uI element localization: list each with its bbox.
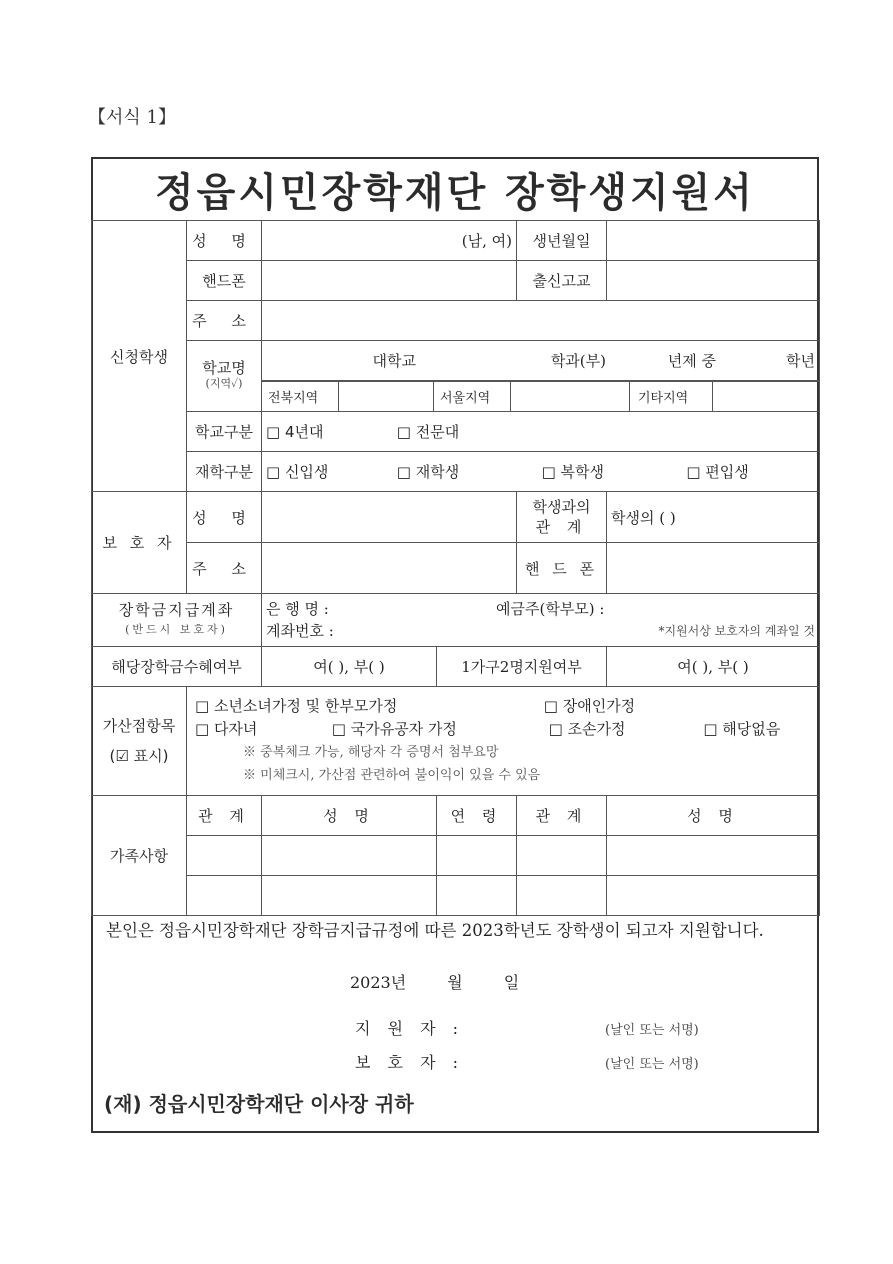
pledge-statement: 본인은 정읍시민장학재단 장학금지급규정에 따른 2023학년도 장학생이 되고자 지원합니다.: [106, 921, 764, 940]
relation-field[interactable]: [607, 492, 820, 543]
checkbox-veteran-family[interactable]: □ 국가유공자 가정: [331, 720, 457, 738]
applicant-address-label: 주 소: [187, 301, 262, 341]
two-child-field[interactable]: 여( ), 부( ): [607, 647, 820, 687]
bank-name-label: 은 행 명 :: [266, 600, 329, 618]
checkbox-multi-child[interactable]: □ 다자녀: [195, 720, 258, 738]
guardian-signature-label: 보 호 자 :: [355, 1053, 465, 1072]
checkbox-grandparent-family[interactable]: □ 조손가정: [548, 720, 626, 738]
benefit-field[interactable]: 여( ), 부( ): [262, 647, 437, 687]
bonus-label: 가산점항목: [102, 717, 176, 735]
relation-value: 학생의 ( ): [611, 508, 676, 527]
applicant-name-label: 성 명: [187, 221, 262, 261]
bank-account-sub: (반드시 보호자): [125, 623, 228, 636]
phone-field[interactable]: [262, 261, 517, 301]
enrollment-label: 재학구분: [187, 452, 262, 492]
family-cell[interactable]: [517, 876, 607, 916]
enrollment-options: [262, 452, 820, 492]
grade-suffix: 학년: [786, 352, 816, 370]
applicant-name-field[interactable]: [262, 221, 517, 261]
guardian-section-label: 보 호 자: [92, 492, 187, 594]
account-number-label: 계좌번호 :: [266, 622, 334, 640]
region-hint: (지역✓): [205, 377, 243, 390]
family-cell[interactable]: [437, 836, 517, 876]
checkbox-returning[interactable]: □ 복학생: [541, 463, 604, 481]
checkbox-junior-college[interactable]: □ 전문대: [396, 423, 460, 441]
guardian-phone-field[interactable]: [607, 543, 820, 594]
family-header-age-1: 연 령: [437, 796, 517, 836]
account-holder-label: 예금주(학부모) :: [496, 600, 605, 618]
school-name-label: 학교명: [202, 359, 246, 377]
grade-text: 년제 중: [667, 352, 716, 370]
family-cell[interactable]: [187, 876, 262, 916]
region-jeonbuk-field[interactable]: [339, 382, 434, 412]
family-header-relation-1: 관 계: [187, 796, 262, 836]
family-cell[interactable]: [437, 876, 517, 916]
birthdate-field[interactable]: [607, 221, 820, 261]
phone-label: 핸드폰: [187, 261, 262, 301]
relation-label-cell: [517, 492, 607, 543]
family-cell[interactable]: [607, 836, 820, 876]
applicant-section-label: 신청학생: [92, 221, 187, 492]
bonus-remark-1: ※ 중복체크 가능, 해당자 각 증명서 첨부요망: [243, 745, 499, 760]
school-type-options: [262, 412, 820, 452]
school-type-label: 학교구분: [187, 412, 262, 452]
region-jeonbuk-label: 전북지역: [262, 382, 339, 412]
family-cell[interactable]: [187, 836, 262, 876]
bank-note: *지원서상 보호자의 계좌일 것: [658, 624, 816, 638]
addressee: (재) 정읍시민장학재단 이사장 귀하: [104, 1092, 414, 1116]
highschool-field[interactable]: [607, 261, 820, 301]
two-child-label: 1가구2명지원여부: [437, 647, 607, 687]
bank-account-label: 장학금지급계좌: [118, 601, 235, 619]
guardian-name-field[interactable]: [262, 492, 517, 543]
family-cell[interactable]: [262, 836, 437, 876]
region-seoul-field[interactable]: [511, 382, 630, 412]
highschool-label: 출신고교: [517, 261, 607, 301]
checkbox-single-parent[interactable]: □ 소년소녀가정 및 한부모가정: [195, 697, 398, 715]
checkbox-disabled-family[interactable]: □ 장애인가정: [543, 697, 636, 715]
guardian-name-label: 성 명: [187, 492, 262, 543]
region-other-field[interactable]: [713, 382, 820, 412]
bonus-options: [187, 687, 820, 796]
form-number-label: 【서식 1】: [88, 107, 176, 128]
checkbox-enrolled[interactable]: □ 재학생: [396, 463, 460, 481]
guardian-address-label: 주 소: [187, 543, 262, 594]
bonus-remark-2: ※ 미체크시, 가산점 관련하여 불이익이 있을 수 있음: [243, 768, 541, 783]
family-cell[interactable]: [517, 836, 607, 876]
birthdate-label: 생년월일: [517, 221, 607, 261]
family-section-label: 가족사항: [92, 796, 187, 916]
applicant-signature-label: 지 원 자 :: [355, 1019, 465, 1038]
relation-label-line2: 관 계: [535, 518, 588, 536]
region-other-label: 기타지역: [630, 382, 713, 412]
family-header-name-2: 성 명: [607, 796, 820, 836]
benefit-label: 해당장학금수혜여부: [92, 647, 262, 687]
applicant-sign-note: (날인 또는 서명): [605, 1023, 699, 1038]
school-info-field[interactable]: [262, 341, 820, 381]
region-seoul-label: 서울지역: [434, 382, 511, 412]
checkbox-transfer[interactable]: □ 편입생: [686, 463, 749, 481]
form-title: 정읍시민장학재단 장학생지원서: [155, 169, 755, 216]
family-cell[interactable]: [607, 876, 820, 916]
bonus-mark-hint: (☑ 표시): [109, 747, 169, 765]
application-date: 2023년 월 일: [350, 973, 520, 992]
bank-label-cell: [92, 594, 262, 647]
department-text: 학과(부): [550, 352, 606, 370]
family-cell[interactable]: [262, 876, 437, 916]
gender-choice: (남, 여): [461, 232, 513, 250]
relation-label-line1: 학생과의: [532, 498, 591, 516]
applicant-address-field[interactable]: [262, 301, 820, 341]
checkbox-freshman[interactable]: □ 신입생: [266, 463, 329, 481]
bonus-label-cell: [92, 687, 187, 796]
bank-info-field[interactable]: [262, 594, 820, 647]
guardian-phone-label: 핸 드 폰: [517, 543, 607, 594]
guardian-address-field[interactable]: [262, 543, 517, 594]
checkbox-not-applicable[interactable]: □ 해당없음: [703, 720, 781, 738]
application-table: [91, 220, 820, 916]
family-header-relation-2: 관 계: [517, 796, 607, 836]
school-label-cell: [187, 341, 262, 412]
checkbox-four-year[interactable]: □ 4년대: [266, 423, 324, 441]
guardian-sign-note: (날인 또는 서명): [605, 1057, 699, 1072]
region-row: [262, 381, 820, 412]
university-text: 대학교: [372, 352, 416, 370]
family-header-name-1: 성 명: [262, 796, 437, 836]
